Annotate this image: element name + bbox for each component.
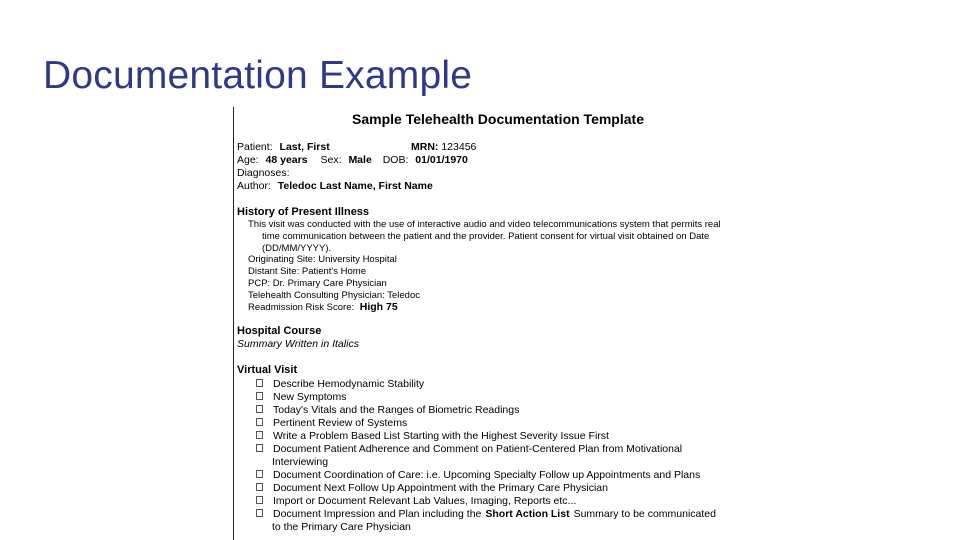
hpi-line-1: This visit was conducted with the use of interactive audio and video telecommunications system that permits real bbox=[248, 219, 721, 230]
checklist-item: Document Patient Adherence and Comment on Patient-Centered Plan from Motivational bbox=[256, 443, 682, 455]
author-label: Author: bbox=[237, 180, 271, 192]
readmission-label: Readmission Risk Score: bbox=[248, 302, 355, 313]
checkbox-icon bbox=[256, 496, 263, 504]
checklist-item: Document Next Follow Up Appointment with the Primary Care Physician bbox=[256, 482, 608, 494]
distant-site: Distant Site: Patient's Home bbox=[248, 266, 366, 277]
hpi-heading: History of Present Illness bbox=[237, 206, 370, 218]
checkbox-icon bbox=[256, 444, 263, 452]
hospital-course-heading: Hospital Course bbox=[237, 325, 322, 337]
checklist-item-continuation: Interviewing bbox=[272, 456, 329, 468]
patient-label: Patient: bbox=[237, 141, 273, 153]
virtual-visit-heading: Virtual Visit bbox=[237, 364, 298, 376]
doc-title: Sample Telehealth Documentation Template bbox=[352, 111, 644, 127]
consulting-physician: Telehealth Consulting Physician: Teledoc bbox=[248, 290, 420, 301]
sex-value: Male bbox=[348, 154, 372, 166]
checkbox-icon bbox=[256, 431, 263, 439]
checklist-item: Describe Hemodynamic Stability bbox=[256, 378, 424, 390]
checklist-item: New Symptoms bbox=[256, 391, 347, 403]
author-row bbox=[237, 180, 433, 192]
checkbox-icon bbox=[256, 392, 263, 400]
slide-title: Documentation Example bbox=[43, 54, 473, 97]
mrn-value: 123456 bbox=[441, 141, 477, 153]
dob-label: DOB: bbox=[382, 154, 409, 166]
checklist-item: Pertinent Review of Systems bbox=[256, 417, 407, 429]
patient-row bbox=[237, 141, 330, 153]
hpi-line-2: time communication between the patient and the provider. Patient consent for virtual visit obtained on Date bbox=[262, 231, 710, 242]
mrn-label: MRN: bbox=[411, 141, 439, 153]
checkbox-icon bbox=[256, 470, 263, 478]
documentation-template bbox=[233, 107, 754, 540]
checklist-item: Import or Document Relevant Lab Values, Imaging, Reports etc... bbox=[256, 495, 576, 507]
checklist-item: Today's Vitals and the Ranges of Biometric Readings bbox=[256, 404, 519, 416]
demographics-row bbox=[237, 154, 468, 166]
patient-value: Last, First bbox=[279, 141, 330, 153]
checkbox-icon bbox=[256, 405, 263, 413]
dob-value: 01/01/1970 bbox=[415, 154, 468, 166]
checklist-item: Document Coordination of Care: i.e. Upcoming Specialty Follow up Appointments and Plans bbox=[256, 469, 700, 481]
diagnoses-label: Diagnoses: bbox=[237, 167, 290, 179]
checklist-item: Document Impression and Plan including the Short Action List Summary to be communicated bbox=[256, 508, 716, 520]
sex-label: Sex: bbox=[320, 154, 342, 166]
readmission-value: High 75 bbox=[359, 301, 398, 313]
mrn-row bbox=[411, 141, 476, 153]
age-label: Age: bbox=[237, 154, 259, 166]
checkbox-icon bbox=[256, 379, 263, 387]
readmission-row bbox=[248, 301, 398, 314]
pcp: PCP: Dr. Primary Care Physician bbox=[248, 278, 387, 289]
checkbox-icon bbox=[256, 509, 263, 517]
age-value: 48 years bbox=[265, 154, 308, 166]
checkbox-icon bbox=[256, 483, 263, 491]
author-value: Teledoc Last Name, First Name bbox=[277, 180, 433, 192]
hospital-course-summary: Summary Written in Italics bbox=[237, 338, 359, 350]
hpi-line-3: (DD/MM/YYYY). bbox=[262, 243, 332, 254]
checklist-item-continuation: to the Primary Care Physician bbox=[272, 521, 411, 533]
originating-site: Originating Site: University Hospital bbox=[248, 254, 397, 265]
checkbox-icon bbox=[256, 418, 263, 426]
checklist-item: Write a Problem Based List Starting with the Highest Severity Issue First bbox=[256, 430, 609, 442]
